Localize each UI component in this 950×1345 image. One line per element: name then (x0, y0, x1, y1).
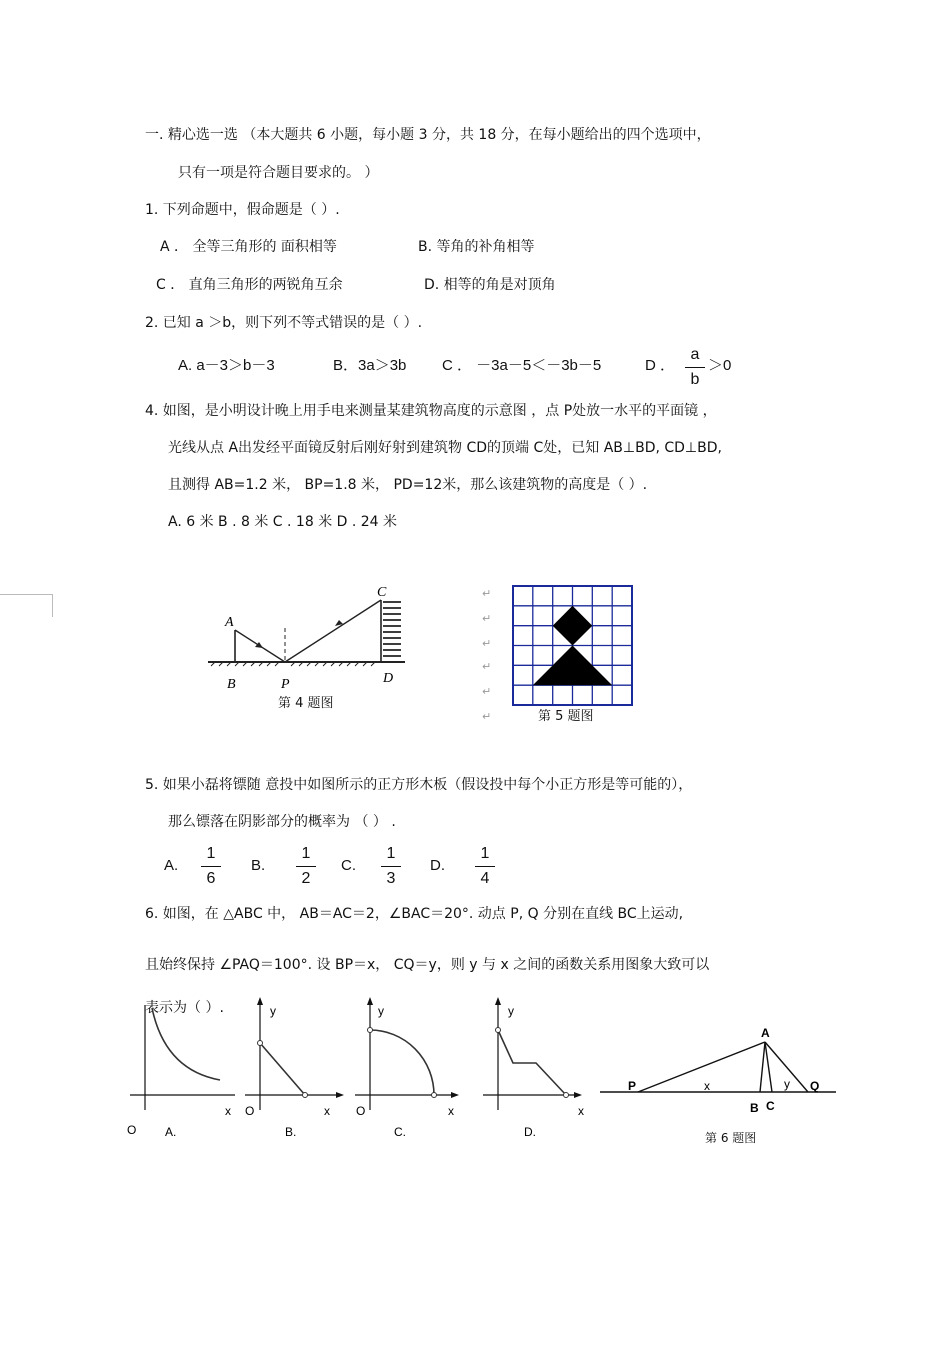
graph-c-origin: O (356, 1104, 366, 1118)
fraction-denominator: 4 (480, 870, 490, 887)
q6-line2: 且始终保持 ∠PAQ＝100°. 设 BP＝x， CQ＝y，则 y 与 x 之间的函数关系用图象大致可以 (145, 957, 710, 973)
q2-option-d-label: D ． (645, 357, 676, 374)
q4-line3: 且测得 AB=1.2 米， BP=1.8 米， PD=12米，那么该建筑物的高度是（ ）. (168, 477, 648, 493)
q2-option-d-fraction (683, 346, 707, 389)
q6-line1: 6. 如图，在 △ABC 中， AB＝AC＝2，∠BAC＝20°. 动点 P, Q 分别在直线 BC上运动, (145, 906, 684, 922)
section-title: 一. 精心选一选 （本大题共 6 小题，每小题 3 分，共 18 分，在每小题给出的四个选项中， (145, 127, 711, 143)
graph-b-origin: O (245, 1104, 255, 1118)
q5-option-d-fraction (473, 845, 497, 888)
section-subtitle: 只有一项是符合题目要求的。 ） (178, 165, 379, 181)
q5-option-b-label: B. (251, 857, 266, 874)
fraction-numerator: 1 (386, 845, 396, 862)
graph-d-x-axis: x (578, 1104, 584, 1118)
fig6-label-b: B (750, 1101, 759, 1115)
fig6-label-x: x (704, 1079, 710, 1093)
graph-a-origin: O (127, 1123, 137, 1137)
fig5-caption: 第 5 题图 (538, 709, 594, 724)
q4-line2: 光线从点 A出发经平面镜反射后刚好射到建筑物 CD的顶端 C处，已知 AB⊥BD, CD⊥BD, (168, 440, 722, 456)
graph-c-label: C. (394, 1125, 406, 1139)
fraction-denominator: b (690, 371, 700, 388)
graph-a-label: A. (165, 1125, 177, 1139)
q5-line1: 5. 如果小磊将镖随 意投中如图所示的正方形木板（假设投中每个小正方形是等可能的）， (145, 777, 693, 793)
fraction-bar (685, 367, 705, 368)
fig6-label-a: A (761, 1026, 770, 1040)
graph-b (240, 995, 350, 1139)
fraction-bar (201, 866, 221, 867)
fraction-bar (475, 866, 495, 867)
fig4-label-a: A (225, 615, 234, 630)
fraction-numerator: 1 (480, 845, 490, 862)
return-mark: ↵ (482, 710, 492, 723)
return-mark: ↵ (482, 637, 492, 650)
fig6-label-y: y (784, 1077, 790, 1091)
q5-option-c-fraction (379, 845, 403, 888)
graph-b-x-axis: x (324, 1104, 330, 1118)
fig6-label-q: Q (810, 1079, 820, 1093)
q5-option-d-label: D. (430, 857, 445, 874)
graph-b-y-axis: y (270, 1004, 276, 1018)
graph-d (478, 995, 593, 1139)
q5-line2: 那么镖落在阴影部分的概率为 （ ） . (168, 814, 396, 830)
fraction-denominator: 3 (386, 870, 396, 887)
graph-c-y-axis: y (378, 1004, 384, 1018)
fig4-caption: 第 4 题图 (278, 696, 334, 711)
fraction-bar (296, 866, 316, 867)
fraction-numerator: 1 (301, 845, 311, 862)
graph-c-x-axis: x (448, 1104, 454, 1118)
q5-option-a-label: A. (164, 857, 179, 874)
fig4-label-c: C (377, 585, 387, 600)
fraction-bar (381, 866, 401, 867)
q2-option-c: C ． －3a－5＜－3b－5 (442, 357, 602, 374)
q2-option-d-tail: ＞0 (708, 357, 732, 374)
q5-option-c-label: C. (341, 857, 356, 874)
q5-option-b-fraction (294, 845, 318, 888)
fraction-numerator: 1 (206, 845, 216, 862)
graph-c (350, 995, 465, 1139)
q1-option-b: B. 等角的补角相等 (418, 239, 535, 255)
return-mark: ↵ (482, 660, 492, 673)
fig4-label-p: P (281, 677, 290, 692)
figure-5-grid (512, 585, 634, 707)
return-mark: ↵ (482, 587, 492, 600)
fraction-denominator: 6 (206, 870, 216, 887)
q2-option-b: B．3a＞3b (333, 357, 407, 374)
fraction-numerator: a (690, 346, 700, 363)
return-mark: ↵ (482, 612, 492, 625)
fig6-label-c: C (766, 1099, 775, 1113)
q1-option-d: D. 相等的角是对顶角 (424, 277, 556, 293)
q4-line1: 4. 如图，是小明设计晚上用手电来测量某建筑物高度的示意图 ，点 P处放一水平的平面镜 ， (145, 403, 717, 419)
q5-option-a-fraction (199, 845, 223, 888)
graph-d-y-axis: y (508, 1004, 514, 1018)
q1-option-a: A ． 全等三角形的 面积相等 (160, 239, 337, 255)
fig6-label-p: P (628, 1079, 637, 1093)
fig4-label-b: B (227, 677, 236, 692)
q2-option-a: A. a－3＞b－3 (178, 357, 275, 374)
fig6-caption: 第 6 题图 (705, 1131, 757, 1145)
q1-option-c: C ． 直角三角形的两锐角互余 (156, 277, 343, 293)
graph-a-x-axis: x (225, 1104, 231, 1118)
q2-stem: 2. 已知 a ＞b，则下列不等式错误的是（ ）. (145, 315, 423, 331)
figure-6 (600, 1020, 840, 1120)
graph-b-label: B. (285, 1125, 297, 1139)
q4-options: A. 6 米 B . 8 米 C . 18 米 D . 24 米 (168, 514, 398, 530)
q1-stem: 1. 下列命题中，假命题是（ ）. (145, 202, 340, 218)
graph-a (125, 1000, 240, 1139)
page-edge-mark (0, 594, 53, 617)
graph-d-label: D. (524, 1125, 536, 1139)
q6-line3: 表示为（ ）. (145, 1000, 224, 1016)
return-mark: ↵ (482, 685, 492, 698)
fig4-label-d: D (383, 671, 394, 686)
fraction-denominator: 2 (301, 870, 311, 887)
